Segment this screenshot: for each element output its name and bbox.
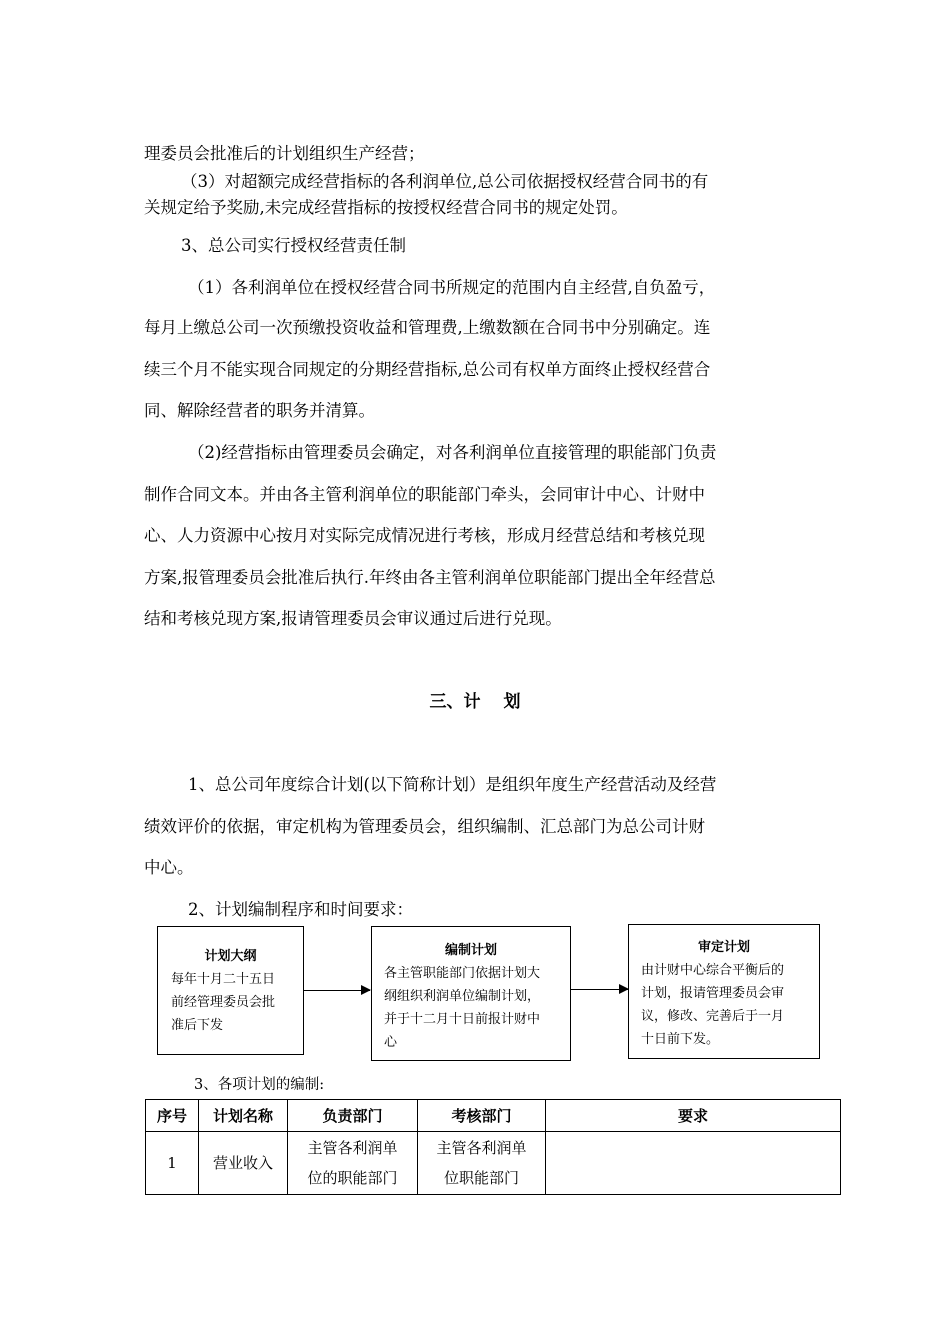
paragraph-line: 续三个月不能实现合同规定的分期经营指标,总公司有权单方面终止授权经营合 bbox=[144, 360, 711, 379]
paragraph-line: 心、人力资源中心按月对实际完成情况进行考核，形成月经营总结和考核兑现 bbox=[144, 526, 705, 545]
header-cell-name: 计划名称 bbox=[199, 1100, 288, 1132]
paragraph-line: （3）对超额完成经营指标的各利润单位,总公司依据授权经营合同书的有 bbox=[181, 172, 709, 191]
table-header-row bbox=[146, 1100, 841, 1132]
plan-table bbox=[145, 1099, 841, 1195]
flow-box-approve bbox=[628, 924, 820, 1059]
flow-box-compile bbox=[371, 926, 571, 1061]
header-cell-assessment: 考核部门 bbox=[418, 1100, 546, 1132]
paragraph-line: 方案,报管理委员会批准后执行.年终由各主管利润单位职能部门提出全年经营总 bbox=[144, 568, 716, 587]
paragraph-line: 制作合同文本。并由各主管利润单位的职能部门牵头，会同审计中心、计财中 bbox=[144, 485, 705, 504]
flow-box-title: 计划大纲 bbox=[204, 949, 257, 964]
flow-box-line: 每年十月二十五日 bbox=[171, 972, 276, 987]
cell-line: 位的职能部门 bbox=[307, 1169, 398, 1187]
cell-line: 位职能部门 bbox=[443, 1169, 519, 1187]
flow-box-line: 准后下发 bbox=[171, 1018, 224, 1033]
paragraph-line: （1）各利润单位在授权经营合同书所规定的范围内自主经营,自负盈亏， bbox=[188, 278, 716, 297]
flow-box-line: 议，修改、完善后于一月 bbox=[641, 1009, 785, 1024]
paragraph-line: 理委员会批准后的计划组织生产经营； bbox=[144, 144, 425, 163]
paragraph-line: （2)经营指标由管理委员会确定，对各利润单位直接管理的职能部门负责 bbox=[188, 443, 717, 462]
paragraph-line: 3、总公司实行授权经营责任制 bbox=[181, 236, 406, 255]
paragraph-line: 每月上缴总公司一次预缴投资收益和管理费,上缴数额在合同书中分别确定。连 bbox=[144, 318, 711, 337]
cell-requirement bbox=[546, 1132, 841, 1195]
paragraph-line: 绩效评价的依据，审定机构为管理委员会，组织编制、汇总部门为总公司计财 bbox=[144, 817, 705, 836]
flow-box-title: 审定计划 bbox=[697, 940, 750, 955]
paragraph-line: 1、总公司年度综合计划(以下简称计划）是组织年度生产经营活动及经营 bbox=[188, 775, 717, 794]
header-cell-requirement: 要求 bbox=[546, 1100, 841, 1132]
flow-box-line: 心 bbox=[384, 1035, 398, 1050]
flow-box-line: 并于十二月十日前报计财中 bbox=[384, 1012, 541, 1027]
flow-box-line: 计划，报请管理委员会审 bbox=[641, 986, 785, 1001]
cell-no: 1 bbox=[146, 1132, 199, 1195]
paragraph-line: 结和考核兑现方案,报请管理委员会审议通过后进行兑现。 bbox=[144, 609, 562, 628]
table-caption: 3、各项计划的编制: bbox=[194, 1077, 325, 1093]
cell-line: 主管各利润单 bbox=[307, 1139, 398, 1157]
cell-line: 主管各利润单 bbox=[436, 1139, 527, 1157]
cell-responsible bbox=[288, 1132, 418, 1195]
flow-box-line: 由计财中心综合平衡后的 bbox=[641, 963, 785, 978]
flow-box-line: 前经管理委员会批 bbox=[171, 995, 276, 1010]
paragraph-line: 2、计划编制程序和时间要求： bbox=[188, 900, 413, 919]
paragraph-line: 中心。 bbox=[144, 858, 194, 877]
cell-name: 营业收入 bbox=[199, 1132, 288, 1195]
header-cell-no: 序号 bbox=[146, 1100, 199, 1132]
flow-box-line: 十日前下发。 bbox=[641, 1032, 720, 1047]
flow-box-line: 纲组织利润单位编制计划， bbox=[384, 989, 541, 1004]
flow-arrow bbox=[304, 990, 370, 991]
paragraph-line: 关规定给予奖励,未完成经营指标的按授权经营合同书的规定处罚。 bbox=[144, 198, 628, 217]
flow-box-title: 编制计划 bbox=[444, 943, 497, 958]
flow-arrow bbox=[571, 989, 628, 990]
header-cell-responsible: 负责部门 bbox=[288, 1100, 418, 1132]
table-row bbox=[146, 1132, 841, 1195]
section-heading: 三、计 划 bbox=[429, 692, 521, 712]
cell-assessment bbox=[418, 1132, 546, 1195]
flow-box-outline bbox=[157, 926, 304, 1055]
flow-box-line: 各主管职能部门依据计划大 bbox=[384, 966, 541, 981]
paragraph-line: 同、解除经营者的职务并清算。 bbox=[144, 401, 375, 420]
